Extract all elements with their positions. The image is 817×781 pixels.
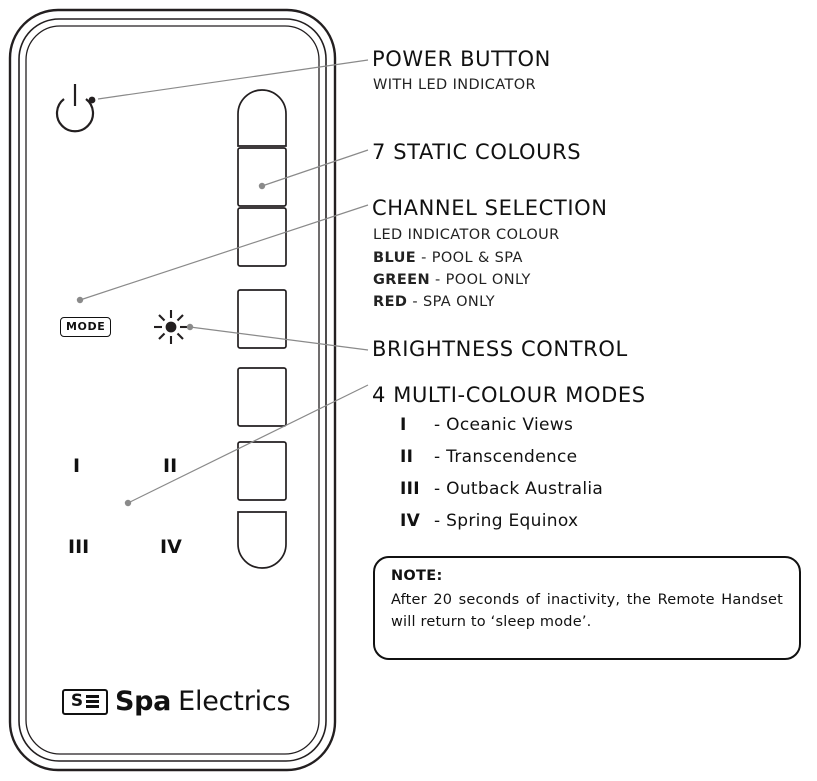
brand-word-spa: Spa <box>115 686 172 717</box>
mode-entry-iv-name: Spring Equinox <box>446 511 579 531</box>
mode-entry-i-dash: - <box>434 415 441 435</box>
static-colour-buttons <box>238 90 286 568</box>
channel-legend-blue-strong: BLUE <box>373 250 417 266</box>
callout-channel-selection-heading: CHANNEL SELECTION <box>372 196 608 220</box>
brand-mark-letter: S <box>70 691 84 711</box>
mode-entry-ii-dash: - <box>434 447 441 467</box>
brand-word-electrics: Electrics <box>178 686 291 717</box>
power-icon <box>57 84 93 131</box>
brand-logo <box>62 686 290 717</box>
mode-entry-i-numeral: I <box>400 415 407 435</box>
leader-lines <box>80 60 368 503</box>
mode-entry-iv <box>400 511 578 533</box>
mode-button[interactable]: MODE <box>60 317 111 337</box>
mode-label-i: I <box>73 455 81 477</box>
mode-entry-iv-numeral: IV <box>400 511 421 531</box>
channel-legend-red-strong: RED <box>373 294 408 310</box>
mode-entry-iii-numeral: III <box>400 479 420 499</box>
channel-legend-blue-rest: - POOL & SPA <box>416 250 523 266</box>
mode-label-iv: IV <box>160 536 182 558</box>
mode-entry-ii-name: Transcendence <box>446 447 578 467</box>
channel-legend-green <box>373 271 531 290</box>
note-body: After 20 seconds of inactivity, the Remote Handset will return to ‘sleep mode’. <box>391 592 783 630</box>
note-title: NOTE: <box>391 568 443 584</box>
mode-entry-iv-dash: - <box>434 511 441 531</box>
callout-power-button-sub: WITH LED INDICATOR <box>373 77 537 93</box>
channel-legend-red-rest: - SPA ONLY <box>407 294 495 310</box>
brightness-icon <box>154 310 188 344</box>
remote-body <box>10 10 335 770</box>
mode-entry-iii-dash: - <box>434 479 441 499</box>
callout-static-colours-heading: 7 STATIC COLOURS <box>372 140 582 164</box>
brand-mark-icon <box>62 689 108 715</box>
brand-mark-bars <box>86 695 99 708</box>
mode-entry-i-name: Oceanic Views <box>446 415 574 435</box>
channel-legend-blue <box>373 249 523 268</box>
callout-brightness-control-heading: BRIGHTNESS CONTROL <box>372 337 628 361</box>
mode-label-ii: II <box>163 455 178 477</box>
channel-legend-red <box>373 293 495 312</box>
channel-legend-green-rest: - POOL ONLY <box>430 272 531 288</box>
callout-channel-selection-sub: LED INDICATOR COLOUR <box>373 227 560 243</box>
note-box <box>373 556 801 660</box>
mode-entry-ii <box>400 447 577 469</box>
callout-multi-colour-modes-heading: 4 MULTI-COLOUR MODES <box>372 383 646 407</box>
mode-entry-i <box>400 415 573 437</box>
mode-entry-iii <box>400 479 603 501</box>
power-led-dot <box>89 97 96 104</box>
mode-entry-iii-name: Outback Australia <box>446 479 604 499</box>
mode-entry-ii-numeral: II <box>400 447 414 467</box>
callout-power-button-heading: POWER BUTTON <box>372 47 551 71</box>
mode-label-iii: III <box>68 536 90 558</box>
channel-legend-green-strong: GREEN <box>373 272 431 288</box>
